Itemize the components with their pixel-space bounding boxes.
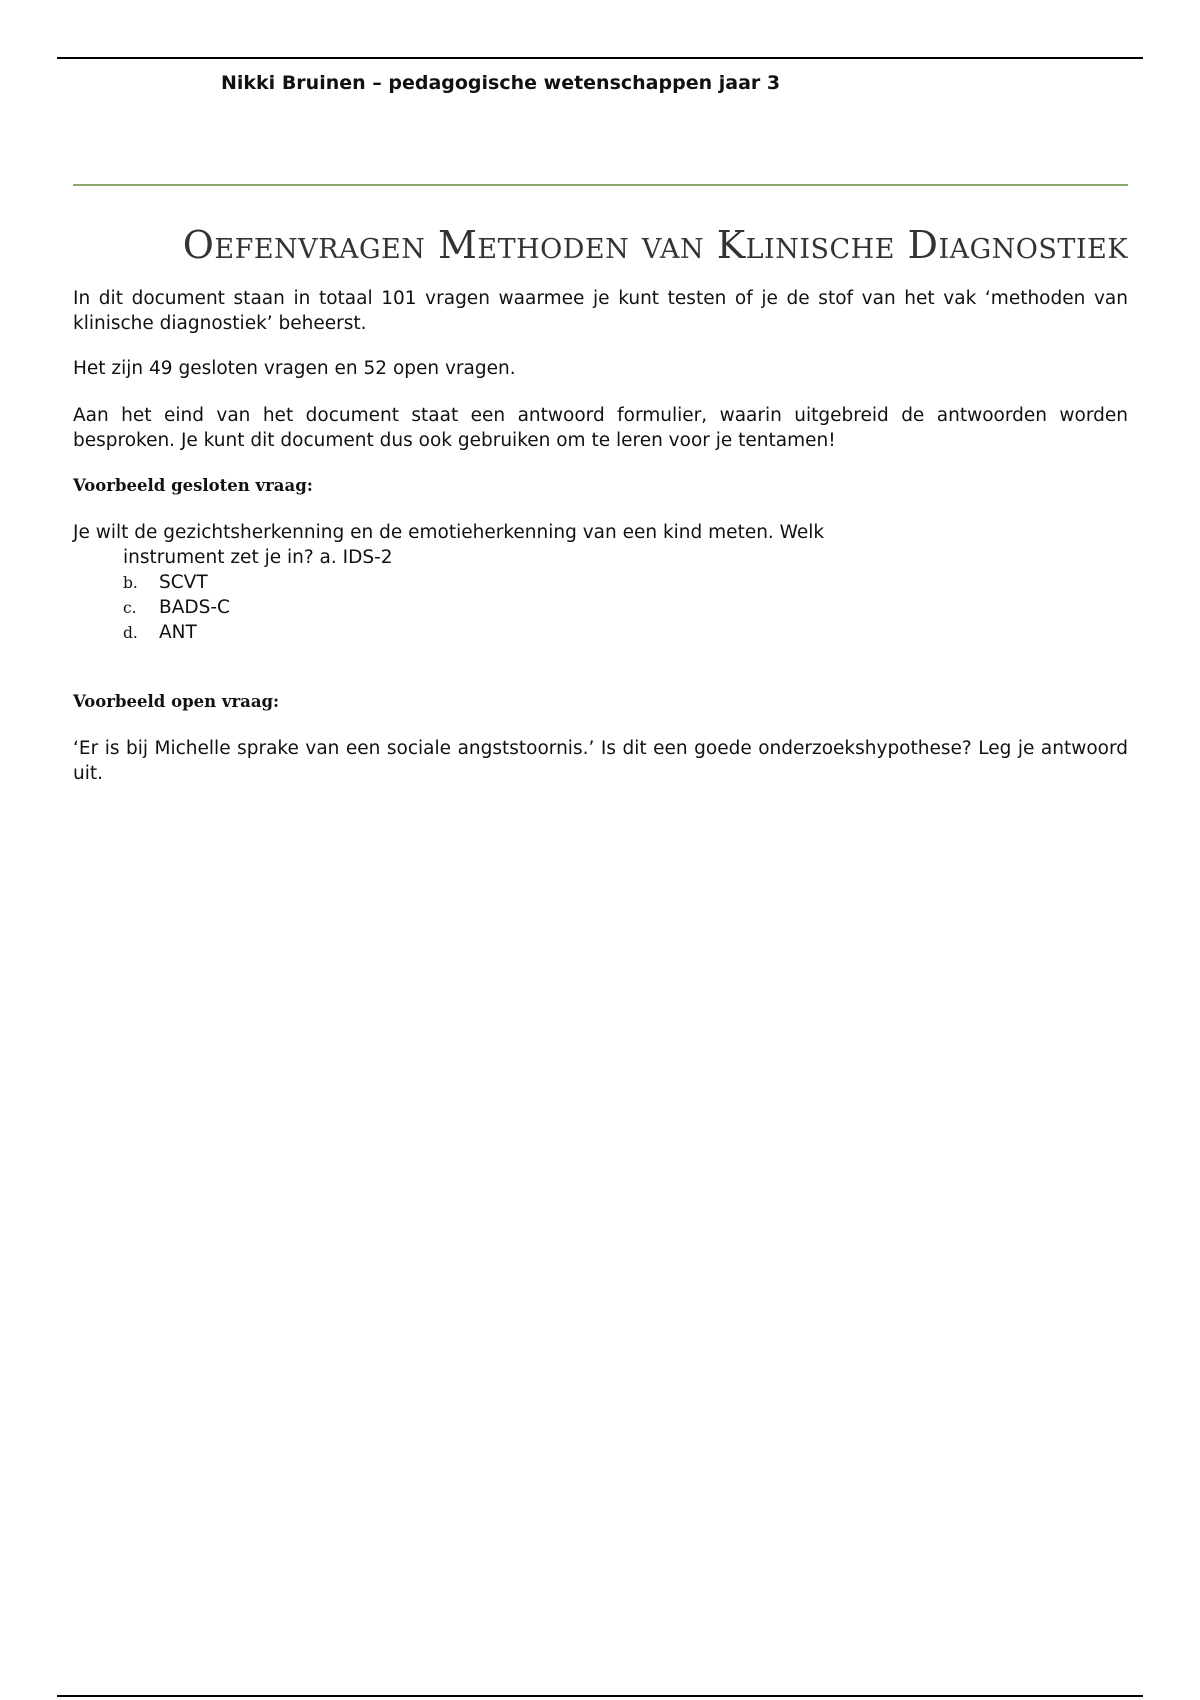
closed-question-text xyxy=(73,520,1128,570)
option-letter: b. xyxy=(123,574,138,592)
closed-question-line-2: instrument zet je in? a. IDS-2 xyxy=(123,547,393,568)
question-count-paragraph: Het zijn 49 gesloten vragen en 52 open vragen. xyxy=(73,358,516,379)
option-letter: c. xyxy=(123,599,137,617)
closed-question-line-1: Je wilt de gezichtsherkenning en de emotieherkenning van een kind meten. Welk xyxy=(73,522,825,543)
document-title: Oefenvragen Methoden van Klinische Diagnostiek xyxy=(182,223,1128,267)
closed-question-options xyxy=(123,570,230,645)
header-separator-rule xyxy=(73,184,1128,186)
closed-question-heading: Voorbeeld gesloten vraag: xyxy=(73,476,313,495)
option-item xyxy=(123,595,230,620)
header-top-rule xyxy=(57,57,1143,59)
option-text: SCVT xyxy=(159,572,208,593)
option-text: BADS-C xyxy=(159,597,230,618)
option-item xyxy=(123,570,230,595)
footer-rule xyxy=(57,1695,1143,1697)
open-question-heading: Voorbeeld open vraag: xyxy=(73,692,280,711)
option-item xyxy=(123,620,230,645)
running-header: Nikki Bruinen – pedagogische wetenschappen jaar 3 xyxy=(221,72,781,94)
option-letter: d. xyxy=(123,624,138,642)
open-question-text: ‘Er is bij Michelle sprake van een sociale angststoornis.’ Is dit een goede onderzoekshypothese? Leg je antwoord uit. xyxy=(73,738,1128,784)
intro-paragraph: In dit document staan in totaal 101 vragen waarmee je kunt testen of je de stof van het vak ‘methoden van klinische diagnostiek’ beheerst. xyxy=(73,288,1128,334)
option-text: ANT xyxy=(159,622,197,643)
answer-form-paragraph: Aan het eind van het document staat een antwoord formulier, waarin uitgebreid de antwoorden worden besproken. Je kunt dit document dus ook gebruiken om te leren voor je tentamen! xyxy=(73,405,1128,451)
